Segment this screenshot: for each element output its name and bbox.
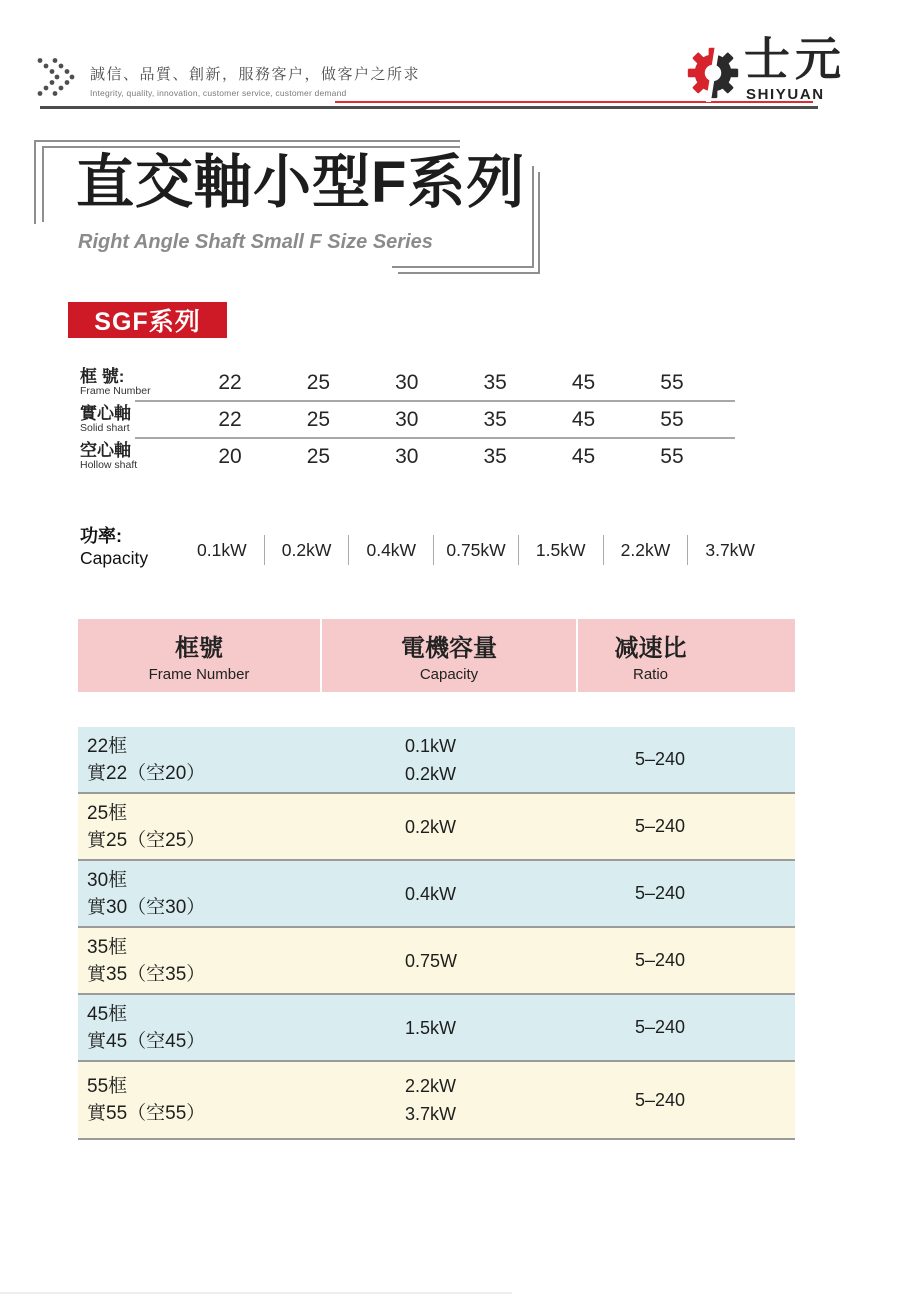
main-table bbox=[78, 619, 795, 1140]
spec-row-label-en: Solid shart bbox=[80, 422, 130, 435]
spec-value: 35 bbox=[483, 444, 507, 468]
capacity-value: 1.5kW bbox=[535, 539, 586, 560]
capacity-cell bbox=[405, 995, 635, 1060]
ratio-cell bbox=[635, 794, 795, 859]
capacity-cell-value: 0.4kW bbox=[405, 883, 457, 904]
table-row bbox=[78, 727, 795, 792]
spec-value: 45 bbox=[571, 370, 596, 394]
capacity-cell bbox=[405, 1062, 635, 1138]
capacity-cell bbox=[405, 861, 635, 926]
spec-value: 25 bbox=[306, 407, 331, 431]
frame-line1: 25框 bbox=[87, 802, 128, 824]
footer-hairline bbox=[0, 1292, 512, 1294]
capacity-value: 0.2kW bbox=[281, 539, 332, 560]
spec-row-values bbox=[175, 408, 735, 432]
table-row bbox=[78, 859, 795, 926]
spec-value: 30 bbox=[395, 444, 419, 468]
header-capacity-zh: 電機容量 bbox=[401, 635, 497, 662]
frame-cell bbox=[78, 727, 405, 792]
spec-row-label bbox=[80, 368, 175, 398]
spec-value: 22 bbox=[218, 370, 242, 394]
capacity-cell-value: 0.75W bbox=[405, 950, 458, 971]
frame-cell bbox=[78, 928, 405, 993]
frame-line2: 實30（空30） bbox=[87, 896, 206, 918]
spec-row bbox=[80, 364, 735, 401]
spec-row-label bbox=[80, 442, 175, 472]
ratio-value: 5–240 bbox=[635, 816, 686, 836]
table-row bbox=[78, 926, 795, 993]
header-frame-zh: 框號 bbox=[175, 635, 223, 662]
spec-row bbox=[80, 401, 735, 438]
table-row bbox=[78, 792, 795, 859]
company-motto bbox=[90, 63, 420, 98]
capacity-cell-value: 2.2kW bbox=[405, 1076, 457, 1096]
header-ratio-zh: 减速比 bbox=[614, 635, 687, 662]
spec-value: 25 bbox=[306, 444, 331, 468]
motto-zh: 誠信、品質、創新，服務客户，做客户之所求 bbox=[90, 66, 421, 83]
header-capacity-en: Capacity bbox=[419, 666, 479, 683]
spec-row-label-en: Frame Number bbox=[80, 385, 151, 398]
capacity-cell-value: 0.2kW bbox=[405, 763, 457, 784]
spec-value: 30 bbox=[395, 370, 419, 394]
capacity-cell bbox=[405, 727, 635, 792]
capacity-values bbox=[180, 532, 772, 569]
frame-line1: 22框 bbox=[87, 735, 128, 757]
frame-line2: 實22（空20） bbox=[87, 762, 206, 784]
ratio-value: 5–240 bbox=[635, 1017, 686, 1037]
header-cell-ratio bbox=[578, 619, 795, 692]
capacity-label bbox=[80, 526, 180, 569]
ratio-cell bbox=[635, 727, 795, 792]
frame-line1: 55框 bbox=[87, 1076, 128, 1097]
spec-row-label-zh: 框 號: bbox=[80, 366, 125, 386]
spec-value: 20 bbox=[218, 444, 242, 468]
frame-line2: 實25（空25） bbox=[87, 829, 206, 851]
capacity-strip bbox=[80, 526, 772, 569]
spec-row-values bbox=[175, 371, 735, 395]
frame-cell bbox=[78, 794, 405, 859]
spec-row-label bbox=[80, 405, 175, 435]
spec-value: 22 bbox=[218, 407, 242, 431]
chevrons-icon bbox=[36, 57, 78, 97]
frame-cell bbox=[78, 1062, 405, 1138]
frame-line2: 實45（空45） bbox=[87, 1030, 206, 1052]
page-title: 直交軸小型F系列 bbox=[76, 150, 526, 215]
spec-value: 55 bbox=[660, 444, 684, 468]
spec-value: 45 bbox=[571, 407, 596, 431]
ratio-value: 5–240 bbox=[635, 950, 686, 970]
capacity-cell-value: 0.2kW bbox=[405, 816, 457, 837]
brand-name-en: SHIYUAN bbox=[746, 86, 825, 103]
frame-line1: 45框 bbox=[87, 1003, 128, 1025]
ratio-value: 5–240 bbox=[635, 883, 686, 903]
spec-value: 55 bbox=[660, 407, 684, 431]
ratio-cell bbox=[635, 861, 795, 926]
frame-cell bbox=[78, 995, 405, 1060]
spec-value: 35 bbox=[483, 370, 507, 394]
page-subtitle: Right Angle Shaft Small F Size Series bbox=[78, 231, 433, 253]
capacity-cell-value: 3.7kW bbox=[405, 1104, 457, 1124]
frame-line2: 實55（空55） bbox=[87, 1103, 206, 1124]
capacity-value: 0.1kW bbox=[197, 539, 247, 560]
main-table-header bbox=[78, 619, 795, 692]
ratio-cell bbox=[635, 995, 795, 1060]
frame-line1: 35框 bbox=[87, 936, 128, 958]
frame-cell bbox=[78, 861, 405, 926]
spec-row-values bbox=[175, 445, 735, 469]
capacity-cell bbox=[405, 794, 635, 859]
spec-value: 35 bbox=[483, 407, 507, 431]
spec-row-label-zh: 實心軸 bbox=[80, 403, 131, 423]
spec-value: 55 bbox=[660, 370, 684, 394]
gear-logo-icon bbox=[682, 40, 744, 102]
spec-row-label-en: Hollow shaft bbox=[80, 459, 138, 472]
spec-matrix bbox=[80, 364, 735, 475]
capacity-label-zh: 功率: bbox=[80, 526, 122, 546]
main-table-body bbox=[78, 727, 795, 1140]
capacity-value: 0.75kW bbox=[446, 539, 506, 560]
ratio-cell bbox=[635, 1062, 795, 1138]
table-row bbox=[78, 993, 795, 1060]
brand-name-zh: 士元 bbox=[744, 33, 846, 85]
capacity-value: 0.4kW bbox=[366, 539, 417, 560]
series-badge: SGF系列 bbox=[68, 302, 227, 338]
table-row bbox=[78, 1060, 795, 1138]
capacity-value: 2.2kW bbox=[620, 539, 671, 560]
motto-en: Integrity, quality, innovation, customer service, customer demand bbox=[90, 88, 347, 98]
ratio-cell bbox=[635, 928, 795, 993]
frame-line1: 30框 bbox=[87, 869, 128, 891]
spec-value: 25 bbox=[306, 370, 331, 394]
capacity-cell-value: 1.5kW bbox=[405, 1017, 457, 1038]
header-cell-frame bbox=[78, 619, 320, 692]
capacity-value: 3.7kW bbox=[705, 539, 755, 560]
spec-row-label-zh: 空心軸 bbox=[80, 440, 131, 460]
capacity-cell-value: 0.1kW bbox=[405, 735, 457, 756]
header-dark-rule bbox=[40, 106, 818, 109]
header-cell-capacity bbox=[322, 619, 576, 692]
spec-value: 45 bbox=[571, 444, 596, 468]
spec-row bbox=[80, 438, 735, 475]
spec-value: 30 bbox=[395, 407, 419, 431]
ratio-value: 5–240 bbox=[635, 1089, 686, 1110]
ratio-value: 5–240 bbox=[635, 749, 686, 769]
capacity-cell bbox=[405, 928, 635, 993]
header-ratio-en: Ratio bbox=[632, 666, 669, 683]
frame-line2: 實35（空35） bbox=[87, 963, 206, 985]
capacity-label-en: Capacity bbox=[80, 547, 149, 568]
header-frame-en: Frame Number bbox=[148, 666, 250, 683]
